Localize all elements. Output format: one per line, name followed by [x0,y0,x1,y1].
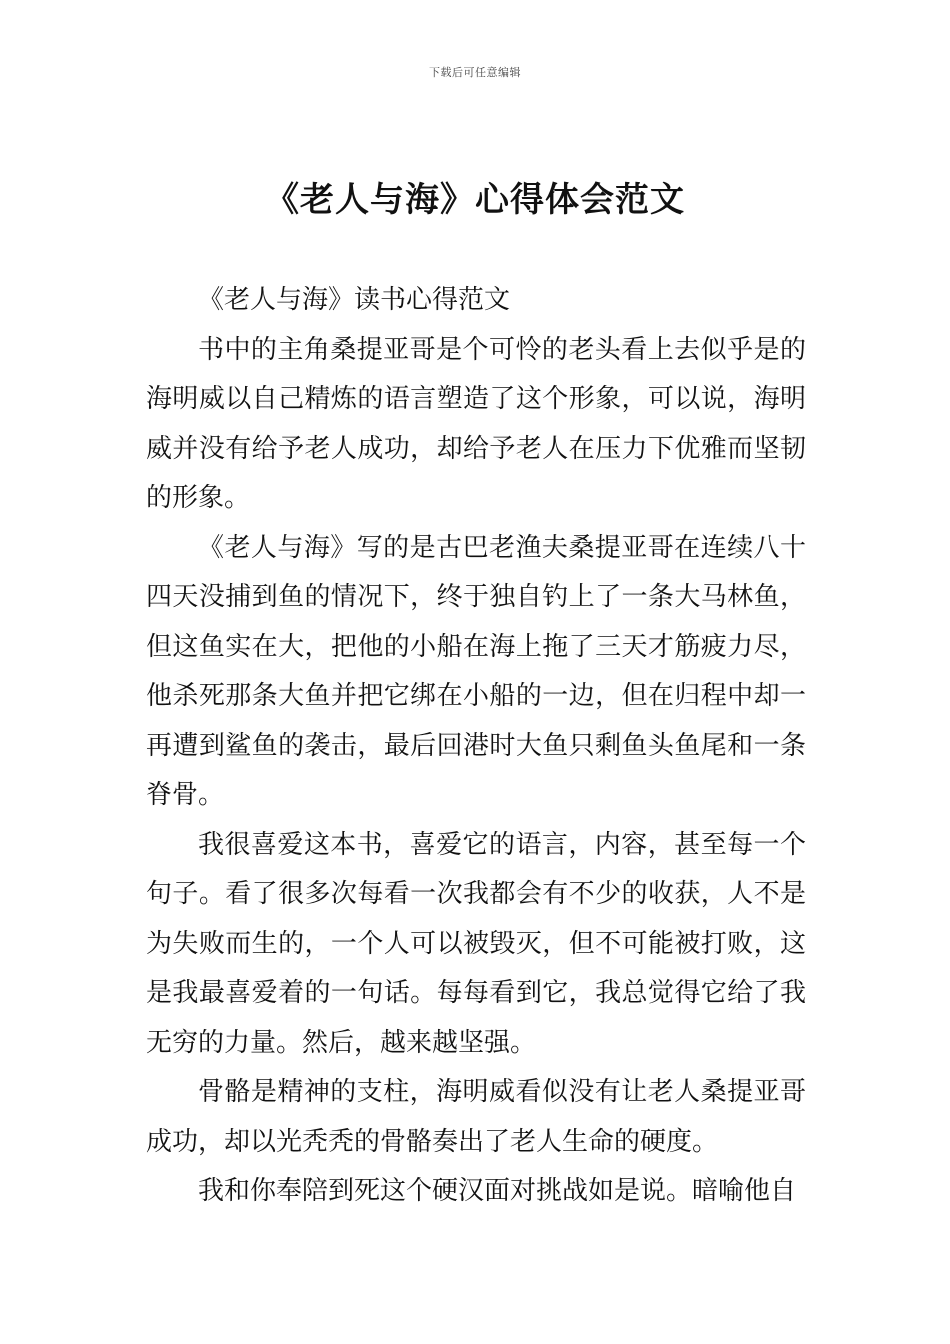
document-title: 《老人与海》心得体会范文 [265,180,685,220]
paragraph-subtitle: 《老人与海》读书心得范文 [198,285,511,315]
paragraph: 书中的主角桑提亚哥是个可怜的老头看上去似乎是的海明威以自己精炼的语言塑造了这个形象，可以说，海明威并没有给予老人成功，却给予老人在压力下优雅而坚韧的形象。 [146,334,806,513]
page-header-note: 下载后可任意编辑 [429,66,521,79]
paragraph: 骨骼是精神的支柱，海明威看似没有让老人桑提亚哥成功，却以光秃秃的骨骼奏出了老人生命的硬度。 [146,1077,806,1157]
paragraph: 我很喜爱这本书，喜爱它的语言，内容，甚至每一个句子。看了很多次每看一次我都会有不少的收获，人不是为失败而生的，一个人可以被毁灭，但不可能被打败，这是我最喜爱着的一句话。每每看到它，我总觉得它给了我无穷的力量。然后，越来越坚强。 [146,829,806,1058]
paragraph: 《老人与海》写的是古巴老渔夫桑提亚哥在连续八十四天没捕到鱼的情况下，终于独自钓上了一条大马林鱼，但这鱼实在大，把他的小船在海上拖了三天才筋疲力尽，他杀死那条大鱼并把它绑在小船的一边，但在归程中却一再遭到鲨鱼的袭击，最后回港时大鱼只剩鱼头鱼尾和一条脊骨。 [146,532,806,810]
paragraph: 我和你奉陪到死这个硬汉面对挑战如是说。暗喻他自 [198,1176,797,1206]
document-body [146,276,806,1217]
